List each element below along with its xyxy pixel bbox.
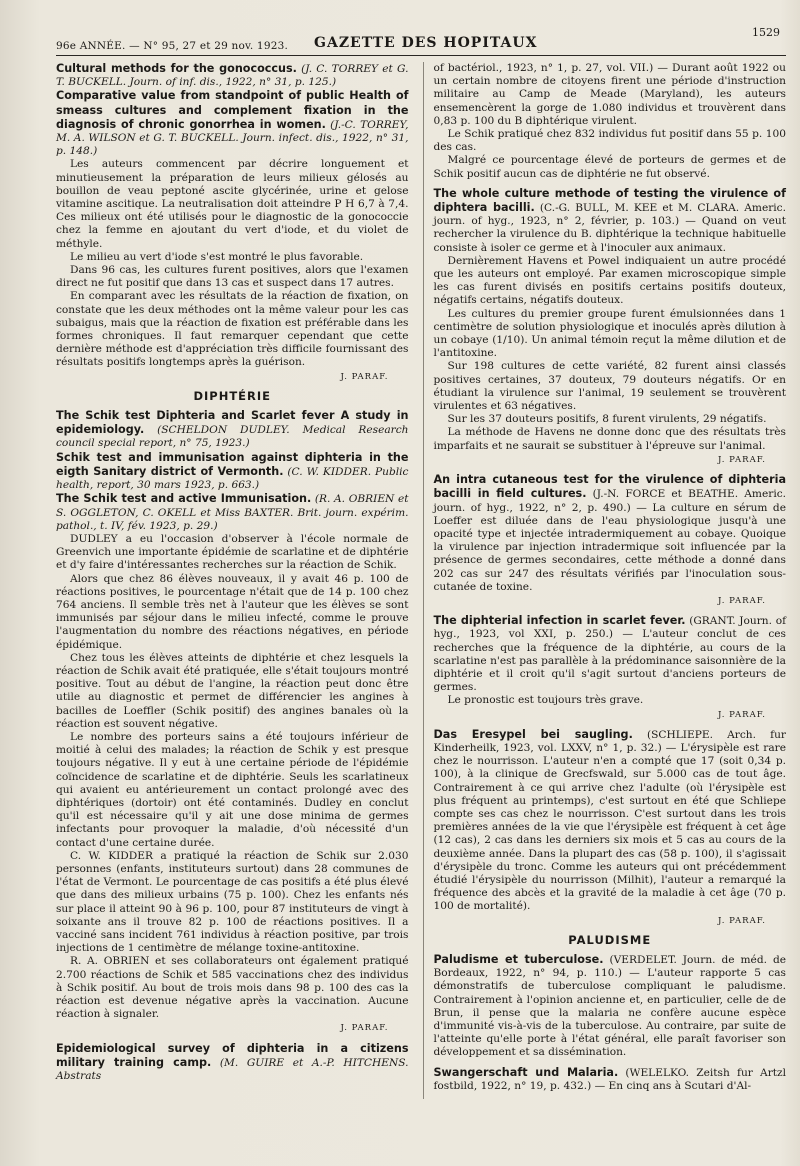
article-continuation bbox=[434, 62, 787, 181]
article-title: Das Eresypel bei saugling. bbox=[433, 727, 633, 741]
paragraph: Les cultures du premier groupe furent émulsionnées dans 1 centimètre de solution physiologique et inoculés après dilution à un cobaye (1/10). Un animal témoin reçut la même dilution et de l'antitoxine. bbox=[433, 307, 786, 360]
article-reference: (SCHLIEPE. Arch. fur Kinderheilk, 1923, vol. LXXV, n° 1, p. 32.) — L'érysipèle est rare chez le nourrisson. L'auteur n'en a compté que 17 (soit 0,34 p. 100), à la clinique de Grecfswald, sur 5.000 cas de tout âge. Contrairement à ce qui arrive chez l'adulte (où l'érysipèle est plus fréquent au printemps), c'est surtout en été que Schliepe compte ses cas chez le nourrisson. C'est surtout dans les trois premières années de la vie que l'érysipèle est fréquent à cet âge (12 cas), 2 cas dans les derniers six mois et 5 cas au cours de la deuxième année. Dans la plupart des cas (58 p. 100), il s'agissait d'érysipèle du tronc. Comme les auteurs qui ont précédemment étudié l'érysipèle du nourrisson (Milhit), l'auteur a remarqué la fréquence des abcès et la gravité de la maladie à cet âge (70 p. 100 de mortalité). bbox=[433, 728, 786, 913]
article-title: An intra cutaneous test for the virulence of diphteria bacilli in field cultures. bbox=[433, 473, 786, 501]
article-eresypel bbox=[434, 728, 787, 928]
author-signature: J. PARAF. bbox=[717, 454, 766, 465]
article-schik-test bbox=[56, 409, 409, 1036]
text-columns bbox=[56, 62, 786, 1099]
paragraph: Sur 198 cultures de cette variété, 82 furent ainsi classés positives certaines, 37 douteux, 79 douteurs négatifs. Or en étudiant la virulence sur l'animal, 19 seulement se trouvèrent virulentes et 63 négatives. bbox=[433, 360, 786, 413]
article-reference: (GRANT. Journ. of hyg., 1923, vol XXI, p. 250.) — L'auteur conclut de ces recherches que la fréquence de la diphtérie, au cours de la scarlatine n'est pas parallèle à la prédominance saisonnière de la diphtérie et il croit qu'il s'agit surtout d'anciens porteurs de germes. bbox=[433, 615, 786, 694]
article-epidemiological-survey bbox=[56, 1042, 409, 1084]
paragraph: La méthode de Havens ne donne donc que des résultats très imparfaits et ne saurait se substituer à l'épreuve sur l'animal. bbox=[433, 426, 786, 452]
article-reference: (J.-N. FORCE et BEATHE. Americ. journ. of hyg., 1922, n° 2, p. 490.) — La culture en sérum de Loeffer est diluée dans de l'eau physiologique jusqu'à une opacité type et injectée intradermiquement au cobaye. Quoique la virulence par injection intradermique soit influencée par la présence de germes secondaires, cette méthode a donné dans 202 cas sur 247 des résultats vérifiés par l'inoculation sous-cutanée de toxine. bbox=[433, 488, 787, 593]
issue-line: 96e ANNÉE. — N° 95, 27 et 29 nov. 1923. bbox=[56, 40, 288, 52]
paragraph: R. A. OBRIEN et ses collaborateurs ont également pratiqué 2.700 réactions de Schik et 585 vaccinations chez des individus à Schik positif. Au bout de trois mois dans 98 p. 100 des cas la réaction est devenue négative après la vaccination. Aucune réaction à signaler. bbox=[56, 955, 409, 1021]
article-title: Paludisme et tuberculose. bbox=[433, 953, 604, 966]
article-title: Schik test and immunisation against diphteria in the eigth Sanitary district of Vermonth. bbox=[56, 450, 409, 478]
article-reference: (M. GUIRE et A.-P. HITCHENS. Abstrats bbox=[56, 1056, 409, 1083]
article-title: Swangerschaft und Malaria. bbox=[433, 1065, 619, 1079]
paragraph: Sur les 37 douteurs positifs, 8 furent virulents, 29 négatifs. bbox=[447, 413, 767, 426]
author-signature: J. PARAF. bbox=[340, 371, 389, 382]
paragraph: DUDLEY a eu l'occasion d'observer à l'école normale de Greenvich une importante épidémie de scarlatine et de diphtérie et d'y faire d'intéressantes recherches sur la réaction de Schik. bbox=[56, 532, 409, 572]
author-signature: J. PARAF. bbox=[717, 709, 766, 720]
article-reference: (C.-G. BULL, M. KEE et M. CLARA. Americ. journ. of hyg., 1923, n° 2, février, p. 103.) — Quand on veut rechercher la virulence du B. diphtérique la technique habituelle consiste à isoler ce germe et à l'inoculer aux animaux. bbox=[433, 202, 786, 254]
paragraph: Le pronostic est toujours très grave. bbox=[447, 694, 644, 707]
page-header bbox=[56, 22, 786, 56]
article-whole-culture bbox=[434, 187, 787, 467]
paragraph: Le Schik pratiqué chez 832 individus fut positif dans 55 p. 100 des cas. bbox=[433, 128, 786, 154]
paragraph: C. W. KIDDER a pratiqué la réaction de Schik sur 2.030 personnes (enfants, instituteurs surtout) dans 28 communes de l'état de Vermont. Le pourcentage de cas positifs a été plus élevé que dans des milieux urbains (75 p. 100). Chez les enfants nés sur place il atteint 90 à 96 p. 100, pour 87 instituteurs de vingt à soixante ans il trouve 82 p. 100 de réactions positives. Il a vacciné sans incident 761 individus à réaction positive, par trois injections de 1 centimètre de mélange toxine-antitoxine. bbox=[56, 849, 409, 955]
article-paludisme-tuberculose bbox=[434, 953, 787, 1060]
article-reference: (SCHELDON DUDLEY. Medical Research council special report, n° 75, 1923.) bbox=[56, 424, 409, 450]
paragraph: Dernièrement Havens et Powel indiquaient un autre procédé que les auteurs ont employé. Par examen microscopique simple les cas furent divisés en positifs certains positifs douteux, négatifs certains, négatifs douteux. bbox=[433, 254, 786, 307]
article-title: The Schik test Diphteria and Scarlet fever A study in epidemiology. bbox=[56, 409, 409, 437]
section-heading-diphterie: DIPHTÉRIE bbox=[193, 388, 272, 403]
article-title: Cultural methods for the gonococcus. bbox=[56, 62, 297, 75]
journal-title: GAZETTE DES HOPITAUX bbox=[314, 35, 538, 51]
author-signature: J. PARAF. bbox=[717, 595, 766, 606]
paragraph: Chez tous les élèves atteints de diphtérie et chez lesquels la réaction de Schik avait été pratiquée, elle s'était toujours montré positive. Tout au début de l'angine, la réaction peut donc être utile au diagnostic et permet de différencier les angines à bacilles de Loeffler (Schik positif) des angines banales où la réaction est souvent négative. bbox=[56, 651, 409, 730]
paragraph: Le milieu au vert d'iode s'est montré le plus favorable. bbox=[70, 250, 364, 263]
article-gonococcus bbox=[56, 62, 409, 384]
article-reference: (WELELKO. Zeitsh fur Artzl fostbild, 1922, n° 19, p. 432.) — En cinq ans à Scutari d'Al- bbox=[433, 1066, 787, 1092]
page-number: 1529 bbox=[752, 26, 780, 39]
section-heading-paludisme: PALUDISME bbox=[568, 932, 652, 947]
paragraph: En comparant avec les résultats de la réaction de fixation, on constate que les deux méthodes ont la même valeur pour les cas subaigus, mais que la réaction de fixation est préférable dans les formes chroniques. Il faut remarquer cependant que cette dernière méthode est d'appréciation très difficile fournissant des résultats positifs longtemps après la guérison. bbox=[56, 290, 409, 369]
article-title: The Schik test and active Immunisation. bbox=[56, 492, 312, 506]
paragraph: of bactériol., 1923, n° 1, p. 27, vol. VII.) — Durant août 1922 ou un certain nombre de citoyens firent une période d'instruction militaire au Camp de Meade (Maryland), les auteurs ensemencèrent la gorge de 1.080 individus et trouvèrent dans 0,83 p. 100 du B diphtérique virulent. bbox=[433, 62, 786, 127]
paragraph: Les auteurs commencent par décrire longuement et minutieusement la préparation de leurs milieux gélosés au bouillon de veau peptoné ascite glycérinée, urine et gelose vitamine ascitique. La neutralisation doit atteindre P H 6,7 à 7,4. Ces milieux ont été utilisés pour le diagnostic de la gonococcie chez la femme en ajoutant du vert d'iode, et du violet de méthyle. bbox=[56, 158, 409, 250]
paragraph: Dans 96 cas, les cultures furent positives, alors que l'examen direct ne fut positif que dans 13 cas et suspect dans 17 autres. bbox=[56, 264, 409, 290]
left-column bbox=[56, 62, 409, 1099]
article-title: The diphterial infection in scarlet fever. bbox=[433, 614, 686, 628]
author-signature: J. PARAF. bbox=[717, 915, 766, 926]
right-column bbox=[423, 62, 787, 1099]
author-signature: J. PARAF. bbox=[340, 1023, 389, 1034]
article-reference: (R. A. OBRIEN et S. OGGLETON, C. OKELL et Miss BAXTER. Brit. journ. expérim. pathol., t. IV, fév. 1923, p. 29.) bbox=[56, 493, 409, 532]
article-intra-cutaneous bbox=[434, 473, 787, 608]
article-reference: (C. W. KIDDER. Public health, report, 30 mars 1923, p. 663.) bbox=[56, 465, 409, 492]
paragraph: Malgré ce pourcentage élevé de porteurs de germes et de Schik positif aucun cas de diphtérie ne fut observé. bbox=[433, 154, 786, 180]
article-title: Comparative value from standpoint of public Health of smeass cultures and complement fixation in the diagnosis of chronic gonorrhea in women. bbox=[56, 89, 409, 131]
article-reference: (VERDELET. Journ. de méd. de Bordeaux, 1922, n° 94, p. 110.) — L'auteur rapporte 5 cas démonstratifs de tuberculose compliquant le paludisme. Contrairement à l'opinion ancienne et, en particulier, celle de de Brun, il pense que la malaria ne confère aucune espèce d'immunité vis-à-vis de la tuberculose. Au contraire, par suite de l'atteinte qu'elle porte à l'état général, elle paraît favoriser son développement et sa dissémination. bbox=[433, 954, 786, 1059]
paragraph: Alors que chez 86 élèves nouveaux, il y avait 46 p. 100 de réactions positives, le pourcentage n'était que de 14 p. 100 chez 764 anciens. Il semble très net à l'auteur que les élèves se sont immunisés par séjour dans le milieu infecté, comme le prouve l'augmentation du nombre des réactions négatives, en période épidémique. bbox=[56, 572, 409, 651]
article-title: Epidemiological survey of diphteria in a citizens military training camp. bbox=[56, 1041, 409, 1069]
article-title: The whole culture methode of testing the virulence of diphtera bacilli. bbox=[433, 186, 786, 215]
article-scarlet-fever bbox=[434, 614, 787, 722]
paragraph: Le nombre des porteurs sains a été toujours inférieur de moitié à celui des malades; la réaction de Schik y est presque toujours négative. Il y eut à une certaine période de l'épidémie coïncidence de scarlatine et de diphtérie. Seuls les scarlatineux qui avaient eu antérieurement un contact prolongé avec des diphtériques (dortoir) ont été contaminés. Dudley en conclut qu'il est nécessaire qu'il y ait une dose minima de germes infectants pour provoquer la maladie, d'où nécessité d'un contact d'une certaine durée. bbox=[56, 730, 409, 849]
article-reference: (J. C. TORREY et G. T. BUCKELL. Journ. of inf. dis., 1922, n° 31, p. 125.) bbox=[56, 63, 409, 89]
article-swangerschaft bbox=[434, 1066, 787, 1093]
article-reference: (J.-C. TORREY, M. A. WILSON et G. T. BUCKELL. Journ. infect. dis., 1922, n° 31, p. 148.) bbox=[56, 118, 409, 158]
